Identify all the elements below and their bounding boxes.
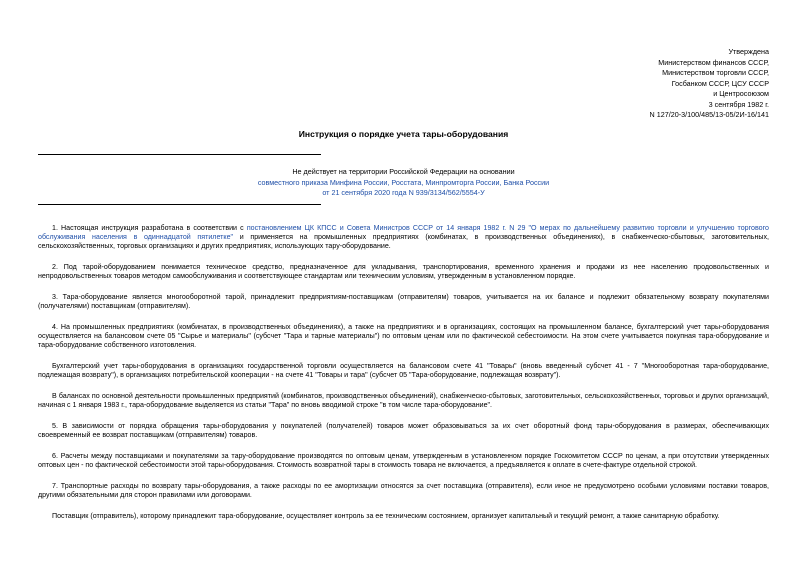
approved-line: 3 сентября 1982 г. — [708, 99, 769, 109]
approved-line: и Центросоюзом — [713, 89, 769, 98]
divider-bottom — [38, 204, 321, 205]
approved-line: Госбанком СССР, ЦСУ СССР — [671, 78, 769, 88]
approved-line: Министерством торговли СССР, — [662, 68, 769, 77]
document-body — [38, 224, 769, 533]
paragraph-4: 4. На промышленных предприятиях (комбинатах, в производственных объединениях), а также на предприятиях и в организациях, состоящих на промышленном балансе, бухгалтерский учет тары-оборудования осуществляется на балансовом счете 05 "Сырье и материалы" (субсчет "Тара и тарные материалы") по оптовым ценам или по фактической себестоимости. На этом счете учитывается покупная тара-оборудование и тара-оборудование собственного изготовления. — [38, 323, 769, 349]
approved-line: N 127/20-3/100/485/13-05/2И-16/141 — [649, 110, 769, 119]
resolution-link[interactable]: постановлением ЦК КПСС и Совета Министров СССР от 14 января 1982 г. N 29 "О мерах по дальнейшему развитию торговли и улучшению торгового обслуживания населения в одиннадцатой пятилетке" — [38, 224, 769, 241]
status-notice — [0, 167, 807, 199]
approved-line: Министерством финансов СССР, — [658, 57, 769, 67]
approved-line: Утверждена — [728, 47, 769, 56]
notice-link-order[interactable]: совместного приказа Минфина России, Росстата, Минпромторга России, Банка России — [257, 177, 550, 187]
divider-top — [38, 154, 321, 155]
paragraph-1-text: 1. Настоящая инструкция разработана в соответствии с — [52, 224, 247, 232]
notice-text: Не действует на территории Российской Федерации на основании — [292, 167, 515, 176]
paragraph-1-tail: и применяется на промышленных предприятиях (комбинатах, в производственных объединениях), в снабженческо-сбытовых, заготовительных, сельскохозяйственных, торговых организациях и других предприятиях, использующих тару-оборудование. — [38, 233, 769, 250]
paragraph-2: 2. Под тарой-оборудованием понимается техническое средство, предназначенное для укладывания, транспортирования, временного хранения и продажи из нее населению продовольственных и непродовольственных товаров методом самообслуживания и соответствующее стандартам или техническим условиям, утвержденным в установленном порядке. — [38, 263, 769, 280]
paragraph-8: 6. Расчеты между поставщиками и покупателями за тару-оборудование производятся по оптовым ценам, утвержденным в установленном порядке Госкомитетом СССР по ценам, а при отсутствии утвержденных оптовых цен - по фактической себестоимости этой тары-оборудования. Стоимость возвратной тары в стоимость товара не включается, а предъявляется к оплате в счете-фактуре отдельной строкой. — [38, 452, 769, 469]
notice-link-date[interactable]: от 21 сентября 2020 года N 939/3134/562/5554-У — [322, 188, 485, 197]
paragraph-3: 3. Тара-оборудование является многооборотной тарой, принадлежит предприятиям-поставщикам (отправителям) товаров, учитывается на их балансе и подлежит обязательному возврату покупателями (получателями) поставщикам (отправителям). — [38, 293, 769, 310]
approval-stamp — [650, 47, 769, 121]
paragraph-6: В балансах по основной деятельности промышленных предприятий (комбинатов, производственных объединений), снабженческо-сбытовых, заготовительных, сельскохозяйственных, торговых и других организаций, начиная с 1 января 1983 г., тара-оборудование выделяется из статьи "Тара" по вновь вводимой строке "в том числе тара-оборудование". — [38, 392, 769, 409]
document-title: Инструкция о порядке учета тары-оборудования — [298, 129, 509, 139]
paragraph-5: Бухгалтерский учет тары-оборудования в организациях государственной торговли осуществляется на балансовом счете 41 "Товары" (вновь введенный субсчет 41 - 7 "Многооборотная тара-оборудование, подлежащая возврату"), в организациях потребительской кооперации - на счете 41 "Товары и тара" (субсчет 05 "Тара-оборудование, подлежащая возврату"). — [38, 362, 769, 379]
paragraph-10: Поставщик (отправитель), которому принадлежит тара-оборудование, осуществляет контроль за ее техническим состоянием, организует капитальный и текущий ремонт, а также санитарную обработку. — [52, 512, 720, 520]
paragraph-7: 5. В зависимости от порядка обращения тары-оборудования у покупателей (получателей) товаров может образовываться за их счет оборотный фонд тары-оборудования в размерах, обеспечивающих своевременный ее возврат поставщикам (отправителям) товаров. — [38, 422, 769, 439]
paragraph-1 — [38, 224, 769, 251]
paragraph-9: 7. Транспортные расходы по возврату тары-оборудования, а также расходы по ее амортизации относятся за счет поставщика (отправителя), если иное не предусмотрено особыми условиями поставки товаров, другими обязательными для сторон правилами или договорами. — [38, 482, 769, 499]
